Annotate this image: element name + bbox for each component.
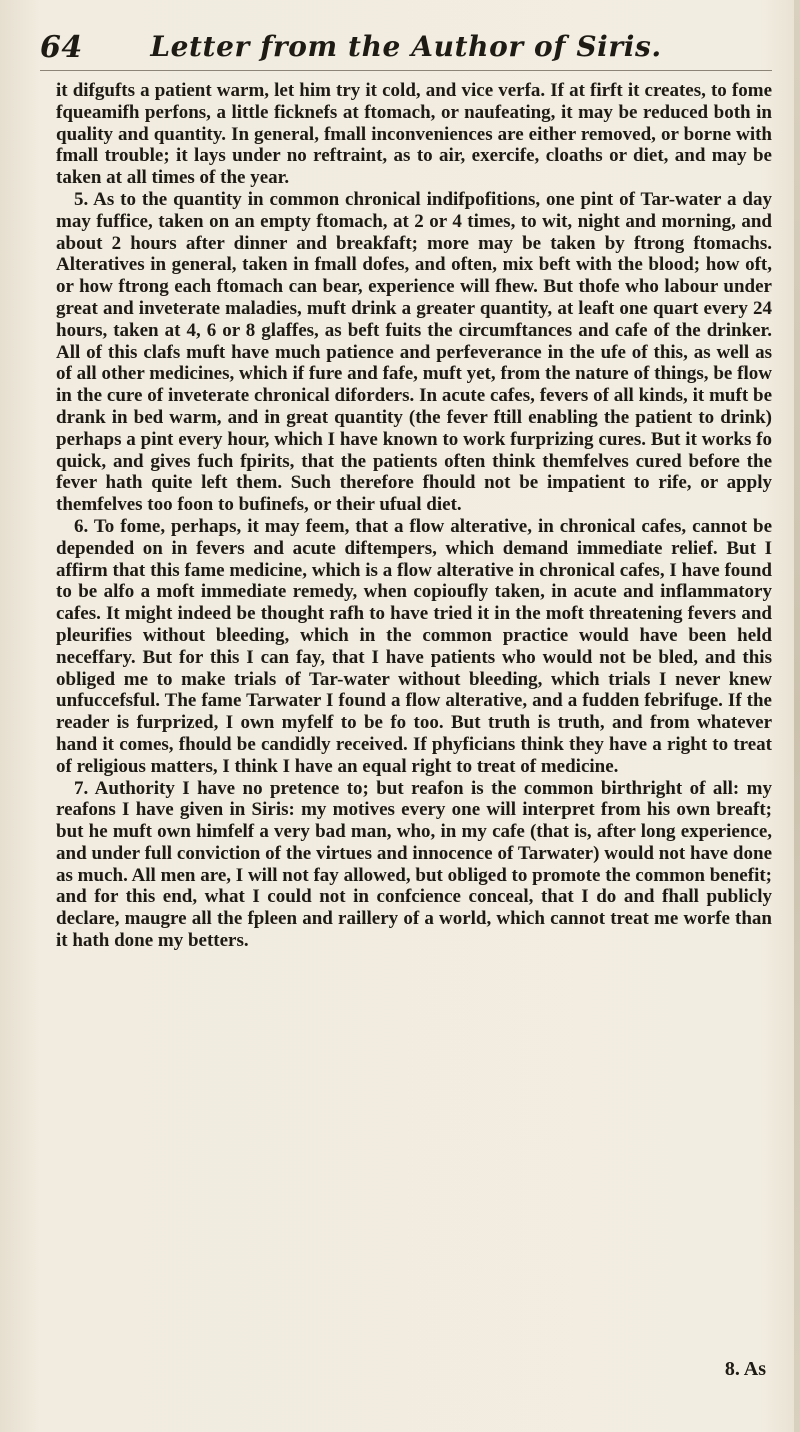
catchword: 8. As [724, 1358, 766, 1380]
page-header [40, 20, 772, 71]
paragraph-5: 5. As to the quantity in common chronical indifpofitions, one pint of Tar-water a day may fuffice, taken on an empty ftomach, at 2 or 4 times, to wit, night and morning, and about 2 hours after dinner and breakfaft; more may be taken by ftrong ftomachs. Alteratives in general, taken in fmall dofes, and often, mix beft with the blood; how oft, or how ftrong each ftomach can bear, experience will fhew. But thofe who labour under great and inveterate maladies, muft drink a greater quantity, at leaft one quart every 24 hours, taken at 4, 6 or 8 glaffes, as beft fuits the circumftances and cafe of the drinker. All of this clafs muft have much patience and perfeverance in the ufe of this, as well as of all other medicines, which if fure and fafe, muft yet, from the nature of things, be flow in the cure of inveterate chronical diforders. In acute cafes, fevers of all kinds, it muft be drank in bed warm, and in great quantity (the fever ftill enabling the patient to drink) perhaps a pint every hour, which I have known to work furprizing cures. But it works fo quick, and gives fuch fpirits, that the patients often think themfelves cured before the fever hath quite left them. Such therefore fhould not be impatient to rife, or apply themfelves too foon to bufinefs, or their ufual diet. [56, 188, 772, 516]
paragraph-7: 7. Authority I have no pretence to; but reafon is the common birthright of all: my reafons I have given in Siris: my motives every one will interpret from his own breaft; but he muft own himfelf a very bad man, who, in my cafe (that is, after long experience, and under full conviction of the virtues and innocence of Tarwater) would not have done as much. All men are, I will not fay allowed, but obliged to promote the common benefit; and for this end, what I could not in confcience conceal, that I do and fhall publicly declare, maugre all the fpleen and raillery of a world, which cannot treat me worfe than it hath done my betters. [56, 777, 772, 952]
body-text [56, 80, 772, 952]
page-number: 64 [40, 30, 83, 65]
page-edge-shadow [794, 0, 800, 1432]
paragraph-6: 6. To fome, perhaps, it may feem, that a flow alterative, in chronical cafes, cannot be depended on in fevers and acute diftempers, which demand immediate relief. But I affirm that this fame medicine, which is a flow alterative in chronical cafes, I have found to be alfo a moft immediate remedy, when copioufly taken, in acute and inflammatory cafes. It might indeed be thought rafh to have tried it in the moft threatening fevers and pleurifies without bleeding, which in the common practice would have been held neceffary. But for this I can fay, that I have patients who would not be bled, and this obliged me to make trials of Tar-water without bleeding, which trials I never knew unfuccefsful. The fame Tarwater I found a flow alterative, and a fudden febrifuge. If the reader is furprized, I own myfelf to be fo too. But truth is truth, and from whatever hand it comes, fhould be candidly received. If phyficians think they have a right to treat of religious matters, I think I have an equal right to treat of medicine. [56, 515, 772, 777]
paragraph-continuation: it difgufts a patient warm, let him try it cold, and vice verfa. If at firft it creates, to fome fqueamifh perfons, a little ficknefs at ftomach, or naufeating, it may be reduced both in quality and quantity. In general, fmall inconveniences are either removed, or borne with fmall trouble; it lays under no reftraint, as to air, exercife, cloaths or diet, and may be taken at all times of the year. [56, 80, 772, 189]
running-title: Letter from the Author of Siris. [150, 30, 662, 63]
